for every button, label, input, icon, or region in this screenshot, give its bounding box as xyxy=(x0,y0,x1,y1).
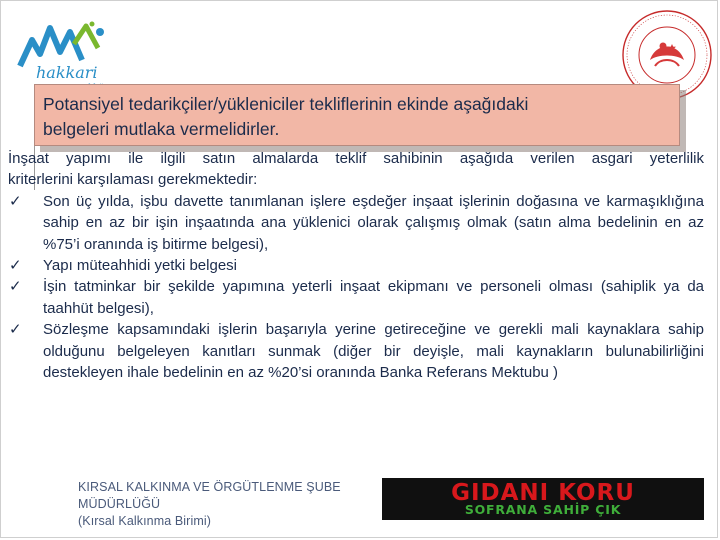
callout-box xyxy=(34,84,680,146)
requirements-list xyxy=(8,191,704,384)
checkmark-icon: ✓ xyxy=(9,192,22,210)
checkmark-icon: ✓ xyxy=(9,321,22,339)
body-text xyxy=(8,148,704,383)
footer-line-3: (Kırsal Kalkınma Birimi) xyxy=(78,514,211,528)
list-item xyxy=(8,319,704,383)
list-item-text: Son üç yılda, işbu davette tanımlanan işlere eşdeğer inşaat işlerinin doğasına ve karmaşıklığına sahip en az bir işin inşaatında ana yüklenici olarak çalışmış olmak (satın alma bedelinin en az %75’i oranında iş bitirme belgesi), xyxy=(43,192,704,253)
list-item-text: Sözleşme kapsamındaki işlerin başarıyla yerine getireceğine ve gerekli mali kaynaklara sahip olduğunu belgeleyen kanıtları sunmak (diğer bir deyişle, mali kaynakların bulunabilirliğini destekleyen ihale bedelinin en az %20’si oranında Banka Referans Mektubu ) xyxy=(43,321,704,382)
footer-department xyxy=(78,479,378,530)
footer-line-2: MÜDÜRLÜĞÜ xyxy=(78,497,161,511)
campaign-banner xyxy=(382,478,704,520)
hakkari-logo xyxy=(14,14,126,94)
mountain-logo-icon xyxy=(14,14,126,94)
intro-line-2: kriterlerini karşılaması gerekmektedir: xyxy=(8,171,258,189)
footer-line-1: KIRSAL KALKINMA VE ÖRGÜTLENME ŞUBE xyxy=(78,480,341,494)
callout-line-2: belgeleri mutlaka vermelidirler. xyxy=(43,119,280,139)
list-item-text: Yapı müteahhidi yetki belgesi xyxy=(43,257,238,275)
list-item xyxy=(8,276,704,319)
list-item xyxy=(8,255,704,276)
checkmark-icon: ✓ xyxy=(9,278,22,296)
callout-line-1: Potansiyel tedarikçiler/yükleniciler tekliflerinin ekinde aşağıdaki xyxy=(43,94,529,114)
banner-subtitle: SOFRANA SAHİP ÇIK xyxy=(464,502,622,517)
checkmark-icon: ✓ xyxy=(9,257,22,275)
intro-line-1: İnşaat yapımı ile ilgili satın almalarda teklif sahibinin aşağıda verilen asgari yeterlilik xyxy=(8,150,704,167)
list-item-text: İşin tatminkar bir şekilde yapımına yeterli inşaat ekipmanı ve personeli olması (sahiplik ya da taahhüt belgesi), xyxy=(43,278,704,317)
intro-paragraph xyxy=(8,148,704,191)
banner-title: GIDANI KORU xyxy=(451,480,635,506)
logo-wordmark: hakkari xyxy=(36,63,98,82)
list-item xyxy=(8,191,704,255)
